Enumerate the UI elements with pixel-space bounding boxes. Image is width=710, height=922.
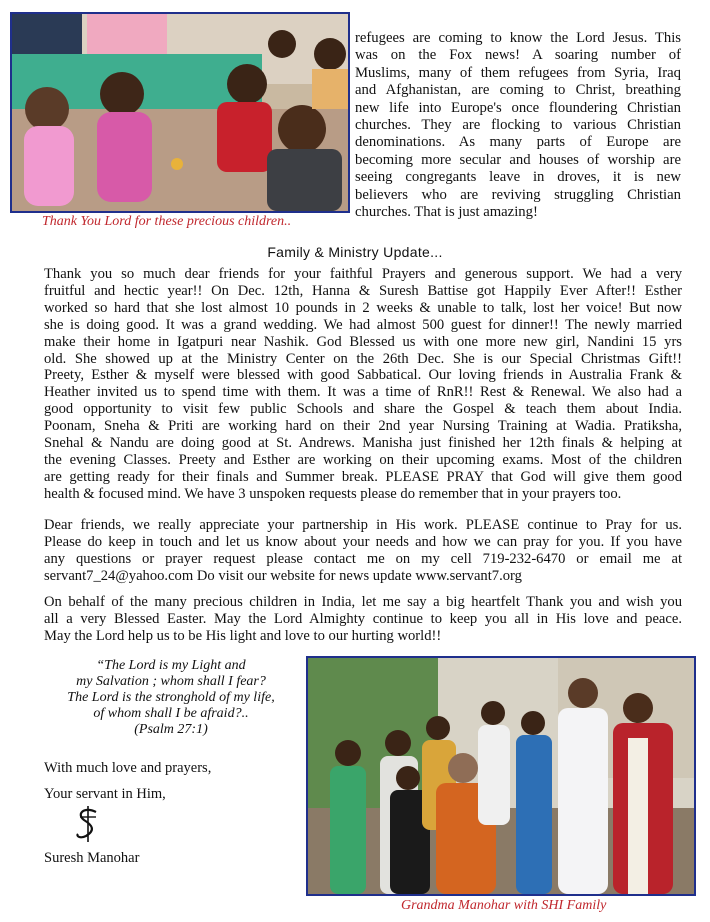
bottom-photo-caption: Grandma Manohar with SHI Family: [401, 898, 607, 913]
closing-signoff: Your servant in Him,: [44, 786, 166, 802]
paragraph-line: servant7_24@yahoo.com Do visit our website for news update www.servant7.org: [44, 567, 522, 584]
contact-paragraph: [44, 517, 682, 585]
handwritten-signature: [66, 804, 110, 844]
paragraph-line: good opportunity to visit few public Schools and share the Gospel & teach them about India.: [44, 401, 682, 418]
paragraph-line: the evening Classes. Preety and Esther are working on their upcoming exams. Most of the children: [44, 451, 682, 468]
intro-line: and Afghanistan, are coming to Christ, breathing: [355, 82, 681, 99]
paragraph-line: any questions or prayer request please contact me on my cell 719-232-6470 or email me at: [44, 550, 682, 567]
intro-line: believers who are reviving struggling Christian: [355, 186, 681, 203]
paragraph-line: health & focused mind. We have 3 unspoken requests please do remember that in your prayers too.: [44, 485, 622, 502]
paragraph-line: Preety, Esther & myself were blessed with good Sabbatical. Our loving friends in Australia Frank &: [44, 367, 682, 384]
update-paragraph: [44, 266, 682, 503]
intro-line: was on the Fox news! A soaring number of: [355, 47, 681, 64]
paragraph-line: are getting ready for their finals and Summer break. PLEASE PRAY that God will give them good: [44, 468, 682, 485]
intro-line: denominations. As many parts of Europe are: [355, 134, 681, 151]
quote-line: The Lord is the stronghold of my life,: [67, 690, 275, 705]
family-group-photo: [306, 656, 696, 896]
intro-line: refugees are coming to know the Lord Jesus. This: [355, 30, 681, 46]
paragraph-line: old. She showed up at the Ministry Center on the 26th Dec. She is our Special Christmas Gift!!: [44, 350, 682, 367]
paragraph-line: On behalf of the many precious children in India, let me say a big heartfelt Thank you and wish you: [44, 594, 682, 610]
top-photo-caption: Thank You Lord for these precious children..: [42, 214, 292, 229]
quote-line: (Psalm 27:1): [134, 722, 208, 737]
paragraph-line: all a very Blessed Easter. May the Lord Almighty continue to keep you all in His love and peace.: [44, 610, 682, 627]
intro-text: [355, 30, 681, 221]
children-praying-photo: [10, 12, 350, 213]
quote-line: “The Lord is my Light and: [96, 658, 246, 673]
paragraph-line: fruitful and hectic year!! On Dec. 12th, Hanna & Suresh Battise got Happily Ever After!! Esther: [44, 282, 682, 299]
scripture-quote: [44, 658, 298, 738]
intro-line: churches. They are flocking to various Christian: [355, 117, 681, 134]
paragraph-line: May the Lord help us to be His light and love to our hurting world!!: [44, 627, 442, 644]
intro-line: new life into Europe's once floundering Christian: [355, 99, 681, 116]
paragraph-line: Thank you so much dear friends for your faithful Prayers and generous support. We had a very: [44, 266, 682, 282]
paragraph-line: she is doing good. It was a grand wedding. We had almost 500 guest for dinner!! The newly married: [44, 316, 682, 333]
paragraph-line: worked so hard that she lost almost 10 pounds in 2 weeks & unable to talk, lost her voice! But now: [44, 299, 682, 316]
paragraph-line: Dear friends, we really appreciate your partnership in His work. PLEASE continue to Pray for us.: [44, 517, 682, 533]
paragraph-line: Heather invited us to spend time with them. It was a time of RnR!! Rest & Renewal. We also had a: [44, 384, 682, 401]
intro-line: Muslims, many of them refugees from Syria, Iraq: [355, 64, 681, 81]
intro-line: churches. That is just amazing!: [355, 204, 538, 221]
quote-line: my Salvation ; whom shall I fear?: [76, 674, 266, 689]
quote-line: of whom shall I be afraid?..: [93, 706, 249, 721]
paragraph-line: Poonam, Sneha & Priti are working hard on their 2nd year Nursing Training at Wadia. Pratiksha,: [44, 418, 682, 435]
intro-line: seeing congregants leave in droves, it is new: [355, 169, 681, 186]
section-heading: Family & Ministry Update...: [267, 244, 443, 260]
intro-line: becoming more secular and houses of worship are: [355, 151, 681, 168]
blessing-paragraph: [44, 594, 682, 645]
paragraph-line: Please do keep in touch and let us know about your needs and how we can pray for you. If you have: [44, 533, 682, 550]
signer-name: Suresh Manohar: [44, 850, 140, 866]
paragraph-line: Snehal & Nandu are doing good at St. Andrews. Manisha just finished her 12th finals & helping at: [44, 435, 682, 452]
closing-line: With much love and prayers,: [44, 760, 212, 776]
paragraph-line: make their home in Igatpuri near Nashik. God Blessed us with one more new girl, Nandini 15 yrs: [44, 333, 682, 350]
